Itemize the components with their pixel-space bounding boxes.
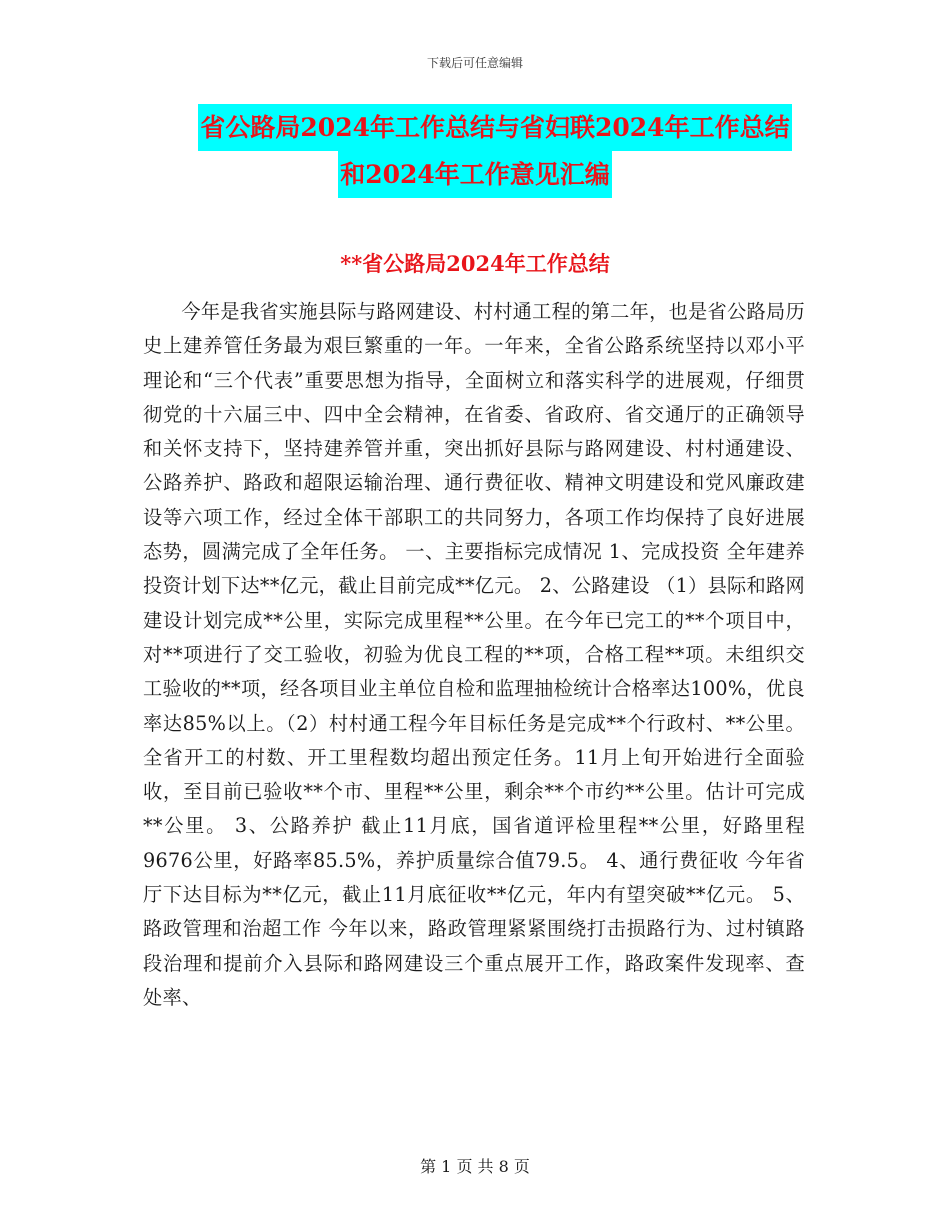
body-paragraph: 今年是我省实施县际与路网建设、村村通工程的第二年，也是省公路局历史上建养管任务最为艰巨繁重的一年。一年来，全省公路系统坚持以邓小平理论和“三个代表”重要思想为指导，全面树立和落实科学的进展观，仔细贯彻党的十六届三中、四中全会精神，在省委、省政府、省交通厅的正确领导和关怀支持下，坚持建养管并重，突出抓好县际与路网建设、村村通建设、公路养护、路政和超限运输治理、通行费征收、精神文明建设和党风廉政建设等六项工作，经过全体干部职工的共同努力，各项工作均保持了良好进展态势，圆满完成了全年任务。 一、主要指标完成情况 1、完成投资 全年建养投资计划下达**亿元，截止目前完成**亿元。 2、公路建设 （1）县际和路网建设计划完成**公里，实际完成里程**公里。在今年已完工的**个项目中，对**项进行了交工验收，初验为优良工程的**项，合格工程**项。未组织交工验收的**项，经各项目业主单位自检和监理抽检统计合格率达100%，优良率达85%以上。（2）村村通工程今年目标任务是完成**个行政村、**公里。全省开工的村数、开工里程数均超出预定任务。11月上旬开始进行全面验收，至目前已验收**个市、里程**公里，剩余**个市约**公里。估计可完成**公里。 3、公路养护 截止11月底，国省道评检里程**公里，好路里程9676公里，好路率85.5%，养护质量综合值79.5。 4、通行费征收 今年省厅下达目标为**亿元，截止11月底征收**亿元，年内有望突破**亿元。 5、路政管理和治超工作 今年以来，路政管理紧紧围绕打击损路行为、过村镇路段治理和提前介入县际和路网建设三个重点展开工作，路政案件发现率、查处率、 bbox=[143, 300, 806, 1009]
header-note: 下载后可任意编辑 bbox=[426, 56, 523, 70]
page-number-footer: 第 1 页 共 8 页 bbox=[420, 1157, 530, 1176]
document-title bbox=[0, 104, 950, 198]
section-title: **省公路局2024年工作总结 bbox=[340, 251, 610, 276]
title-line-1: 省公路局2024年工作总结与省妇联2024年工作总结 bbox=[198, 104, 791, 151]
title-line-2: 和2024年工作意见汇编 bbox=[338, 151, 612, 198]
